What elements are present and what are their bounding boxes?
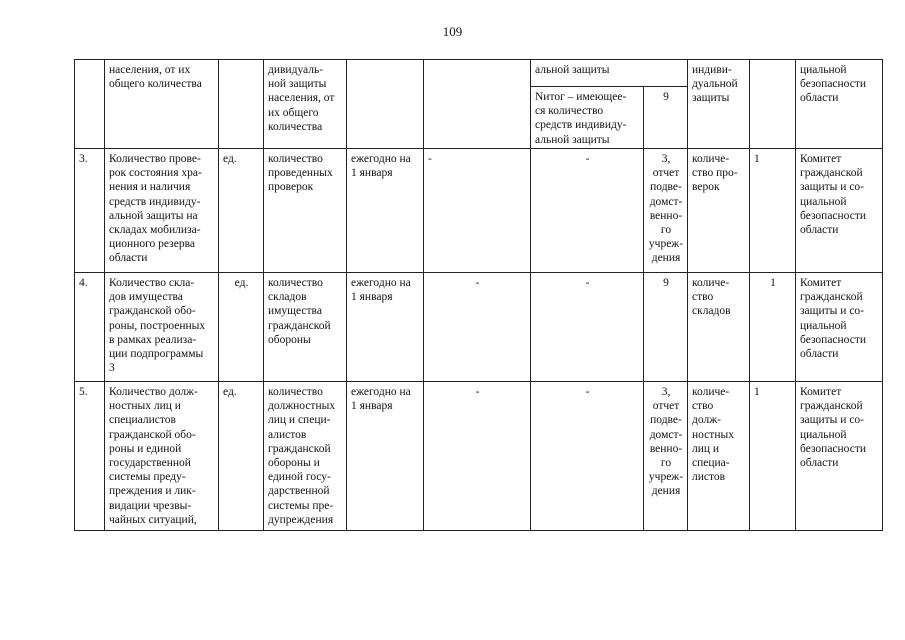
table-row: [75, 382, 883, 531]
cell-base-indicator: индиви- дуальной защиты: [688, 60, 750, 149]
cell-unit: [219, 60, 264, 149]
cell-code: 1: [750, 273, 796, 382]
cell-calc-method-top: альной защиты: [531, 60, 688, 87]
cell-num: 3.: [75, 149, 105, 273]
cell-method: -: [531, 149, 644, 273]
cell-method: -: [531, 273, 644, 382]
cell-period: ежегодно на 1 января: [347, 273, 424, 382]
cell-definition: количество складов имущества гражданской обороны: [264, 273, 347, 382]
cell-base-indicator: количе- ство долж- ностных лиц и специа- листов: [688, 382, 750, 531]
cell-indicator-name: Количество долж- ностных лиц и специалистов гражданской обо- роны и единой государственной системы преду- преждения и лик- видации чрезвы- чайных ситуаций,: [105, 382, 219, 531]
cell-period: [347, 60, 424, 149]
table-row-continuation: [75, 60, 883, 87]
cell-formula: [424, 60, 531, 149]
cell-responsible: циальной безопасности области: [796, 60, 883, 149]
cell-responsible: Комитет гражданской защиты и со- циальной безопасности области: [796, 149, 883, 273]
indicators-table: [74, 59, 883, 531]
cell-definition: количество проведенных проверок: [264, 149, 347, 273]
cell-unit: ед.: [219, 149, 264, 273]
cell-responsible: Комитет гражданской защиты и со- циальной безопасности области: [796, 273, 883, 382]
cell-base-indicator: количе- ство складов: [688, 273, 750, 382]
cell-num: [75, 60, 105, 149]
cell-source-code: 9: [644, 87, 688, 149]
cell-formula: -: [424, 149, 531, 273]
cell-source: 3, отчет подве- домст- венно- го учреж- дения: [644, 149, 688, 273]
cell-method: -: [531, 382, 644, 531]
cell-code: 1: [750, 149, 796, 273]
cell-col11: [750, 60, 796, 149]
cell-definition: дивидуаль- ной защиты населения, от их общего количества: [264, 60, 347, 149]
cell-base-indicator: количе- ство про- верок: [688, 149, 750, 273]
cell-period: ежегодно на 1 января: [347, 382, 424, 531]
cell-unit: ед.: [219, 382, 264, 531]
cell-indicator-name: Количество прове- рок состояния хра- нения и наличия средств индивиду- альной защиты на складах мобилиза- ционного резерва области: [105, 149, 219, 273]
cell-indicator-name: Количество скла- дов имущества гражданской обо- роны, построенных в рамках реализа- ции подпрограммы 3: [105, 273, 219, 382]
cell-unit: ед.: [219, 273, 264, 382]
cell-definition: количество должностных лиц и специ- алистов гражданской обороны и единой госу- дарственной системы пре- дупреждения: [264, 382, 347, 531]
cell-source: 9: [644, 273, 688, 382]
cell-formula: -: [424, 273, 531, 382]
table-row: [75, 273, 883, 382]
cell-num: 4.: [75, 273, 105, 382]
cell-responsible: Комитет гражданской защиты и со- циальной безопасности области: [796, 382, 883, 531]
cell-indicator-name: населения, от их общего количества: [105, 60, 219, 149]
cell-code: 1: [750, 382, 796, 531]
cell-calc-method-bottom: Nитог – имеющее- ся количество средств индивиду- альной защиты: [531, 87, 644, 149]
page-number: 109: [442, 24, 463, 39]
cell-source: 3, отчет подве- домст- венно- го учреж- дения: [644, 382, 688, 531]
indicators-table-container: [74, 59, 882, 531]
cell-period: ежегодно на 1 января: [347, 149, 424, 273]
cell-num: 5.: [75, 382, 105, 531]
table-row: [75, 149, 883, 273]
cell-formula: -: [424, 382, 531, 531]
